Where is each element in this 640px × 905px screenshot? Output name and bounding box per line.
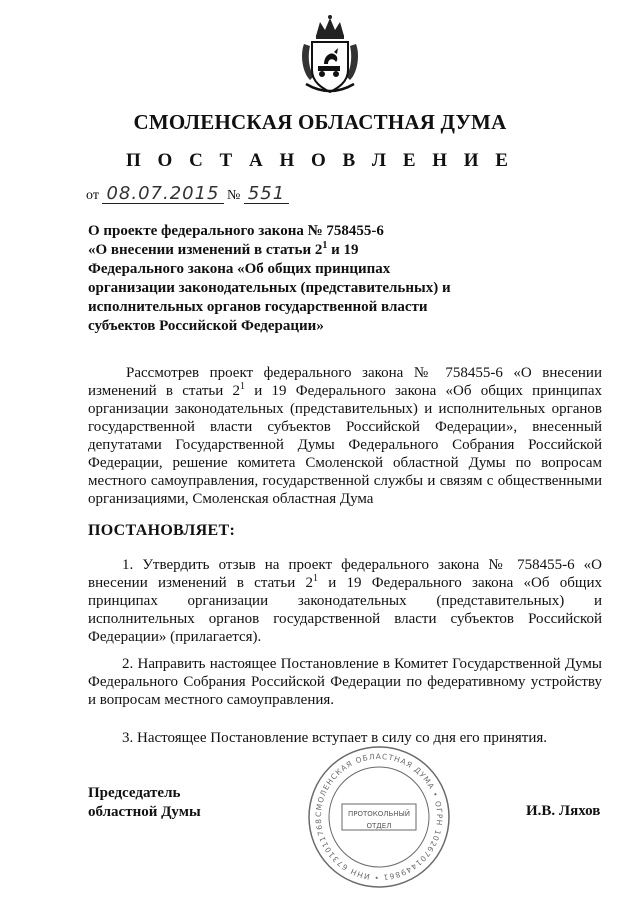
stamp-label: ПРОТОКОЛЬНЫЙ <box>347 810 410 818</box>
round-seal-icon <box>306 744 452 890</box>
resolves-heading: ПОСТАНОВЛЯЕТ: <box>88 522 236 539</box>
subject-line: субъектов Российской Федерации» <box>88 318 324 334</box>
organization-title: СМОЛЕНСКАЯ ОБЛАСТНАЯ ДУМА <box>133 110 507 134</box>
number-prefix: № <box>227 188 241 203</box>
resolution-item-1: 1. Утвердить отзыв на проект федерального закона № 758455-6 «О внесении изменений в статьи $2^1$ и 19 Федерального закона «Об общих принципах организации законодательных (представительных) и исполнительных органов государственной власти субъектов Российской Федерации» (прилагается). <box>88 557 602 645</box>
signatory-name: И.В. Ляхов <box>526 803 601 819</box>
stamp-ring-text: СМОЛЕНСКАЯ ОБЛАСТНАЯ ДУМА • ОГРН 1026701449861 • ИНН 6731011768 <box>313 751 445 883</box>
document-type-heading: П О С Т А Н О В Л Е Н И Е <box>126 150 514 171</box>
coat-of-arms-icon <box>298 14 362 96</box>
resolution-item-2: 2. Направить настоящее Постановление в Комитет Государственной Думы Федерального Собрания Российской Федерации по федеративному устройству и вопросам местного самоуправления. <box>88 656 602 708</box>
date-prefix: от <box>86 188 99 203</box>
subject-line: О проекте федерального закона № 758455-6 <box>88 223 384 239</box>
stamp-label: ОТДЕЛ <box>366 822 392 830</box>
signatory-title-line: областной Думы <box>88 804 201 820</box>
signatory-title <box>88 784 201 822</box>
document-number: 551 <box>244 185 289 204</box>
resolution-item-3: 3. Настоящее Постановление вступает в силу со дня его принятия. <box>122 730 548 746</box>
subject-line: Федерального закона «Об общих принципах <box>88 261 391 277</box>
subject-block <box>88 222 488 336</box>
subject-line: исполнительных органов государственной власти <box>88 299 428 315</box>
subject-line: организации законодательных (представительных) и <box>88 280 451 296</box>
date-number-line <box>86 185 289 204</box>
signatory-title-line: Председатель <box>88 785 181 801</box>
subject-line: «О внесении изменений в статьи $2^1$ и 19 <box>88 240 359 258</box>
preamble-paragraph: Рассмотрев проект федерального закона № 758455-6 «О внесении изменений в статьи $2^1$ и 19 Федерального закона «Об общих принципах организации законодательных (представительных) и исполнительных органов государственной власти субъектов Российской Федерации», внесенный депутатами Государственной Думы Федерального Собрания Российской Федерации, решение комитета Смоленской областной Думы по вопросам местного самоуправления, государственной службы и связям с общественными организациями, Смоленская областная Дума <box>88 365 602 507</box>
document-date: 08.07.2015 <box>102 185 223 204</box>
